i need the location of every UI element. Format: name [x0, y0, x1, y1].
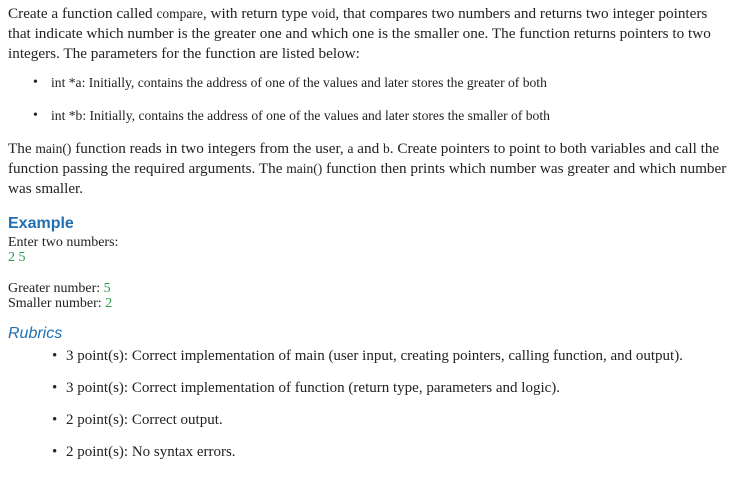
smaller-value: 2 [105, 296, 113, 311]
example-heading: Example [8, 215, 74, 232]
greater-label: Greater number: [8, 281, 104, 296]
a-code: a [347, 141, 354, 156]
rubric-item-main: • 3 point(s): Correct implementation of main (user input, creating pointers, calling function, and output). [66, 347, 733, 366]
greater-value: 5 [103, 281, 111, 296]
parameter-item-b: • int *b: Initially, contains the address of one of the values and later stores the smaller of both [51, 107, 733, 124]
assignment-document [8, 0, 733, 475]
void-code: void [311, 6, 336, 21]
rubric-list [8, 347, 733, 462]
main-text-5: function then prints which number was greater and which number was smaller. [8, 160, 727, 197]
rubric-item-output: • 2 point(s): Correct output. [66, 411, 733, 430]
intro-paragraph [8, 0, 733, 64]
intro-text-2: , with return type [202, 5, 312, 22]
main-text-3: and [353, 140, 384, 157]
main-text-4: . Create pointers to point to both variables and call the function passing the required arguments. The [8, 140, 720, 177]
rubric-item-syntax: • 2 point(s): No syntax errors. [66, 443, 733, 462]
smaller-label: Smaller number: [8, 296, 106, 311]
main-code-2: main() [286, 161, 323, 176]
example-input-block [8, 235, 733, 265]
main-text-1: The [8, 140, 36, 157]
parameter-item-a: • int *a: Initially, contains the address of one of the values and later stores the greater of both [51, 74, 733, 91]
rubrics-heading: Rubrics [8, 325, 63, 342]
main-description-paragraph [8, 139, 733, 199]
parameter-list [8, 74, 733, 124]
smaller-line [8, 296, 733, 311]
rubric-item-function: • 3 point(s): Correct implementation of function (return type, parameters and logic). [66, 379, 733, 398]
example-prompt: Enter two numbers: [8, 235, 119, 250]
greater-line [8, 281, 733, 296]
main-text-2: function reads in two integers from the user, [71, 140, 348, 157]
intro-text-1: Create a function called [8, 5, 157, 22]
compare-code: compare [156, 6, 203, 21]
example-output-block [8, 281, 733, 311]
intro-text-3: , that compares two numbers and returns two integer pointers that indicate which number is the greater one and which one is the smaller one. The function returns pointers to two integers. The parameters for the function are listed below: [8, 5, 711, 62]
example-input-values: 2 5 [8, 250, 26, 265]
b-code: b [383, 141, 390, 156]
main-code-1: main() [35, 141, 72, 156]
